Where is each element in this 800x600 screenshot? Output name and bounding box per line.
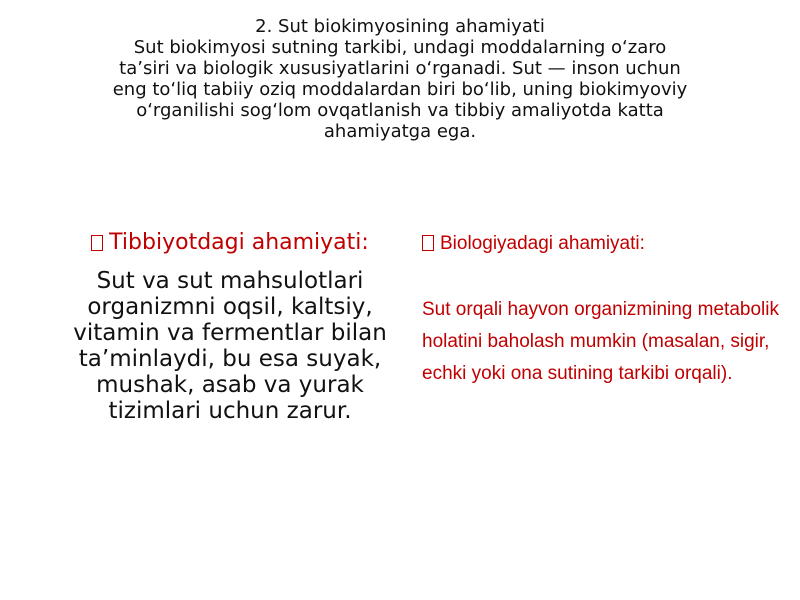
intro-line-5: ahamiyatga ega. <box>323 121 477 142</box>
biology-heading: Biologiyadagi ahamiyati: <box>440 233 645 254</box>
biology-body: Sut orqali hayvon organizmining metabolik holatini baholash mumkin (masalan, sigir, echki yoki ona sutining tarkibi orqali). <box>422 299 779 384</box>
medical-heading: Tibbiyotdagi ahamiyati: <box>109 230 369 255</box>
biology-column <box>422 232 794 390</box>
biology-heading-row <box>422 232 794 256</box>
intro-block <box>60 16 740 142</box>
missing-glyph-icon <box>422 235 434 251</box>
medical-column <box>62 228 398 424</box>
intro-line-1: Sut biokimyosi sutning tarkibi, undagi moddalarning o‘zaro <box>133 37 667 58</box>
section-title: 2. Sut biokimyosining ahamiyati <box>255 16 545 37</box>
missing-glyph-icon <box>91 235 103 251</box>
intro-line-4: o‘rganilishi sog‘lom ovqatlanish va tibbiy amaliyotda katta <box>136 100 664 121</box>
intro-line-3: eng to‘liq tabiiy oziq moddalardan biri bo‘lib, uning biokimyoviy <box>112 79 688 100</box>
intro-line-2: ta’siri va biologik xususiyatlarini o‘rganadi. Sut — inson uchun <box>119 58 681 79</box>
medical-heading-row <box>62 228 398 258</box>
medical-body: Sut va sut mahsulotlari organizmni oqsil, kaltsiy, vitamin va fermentlar bilan ta’minlaydi, bu esa suyak, mushak, asab va yurak tizimlari uchun zarur. <box>73 268 387 424</box>
